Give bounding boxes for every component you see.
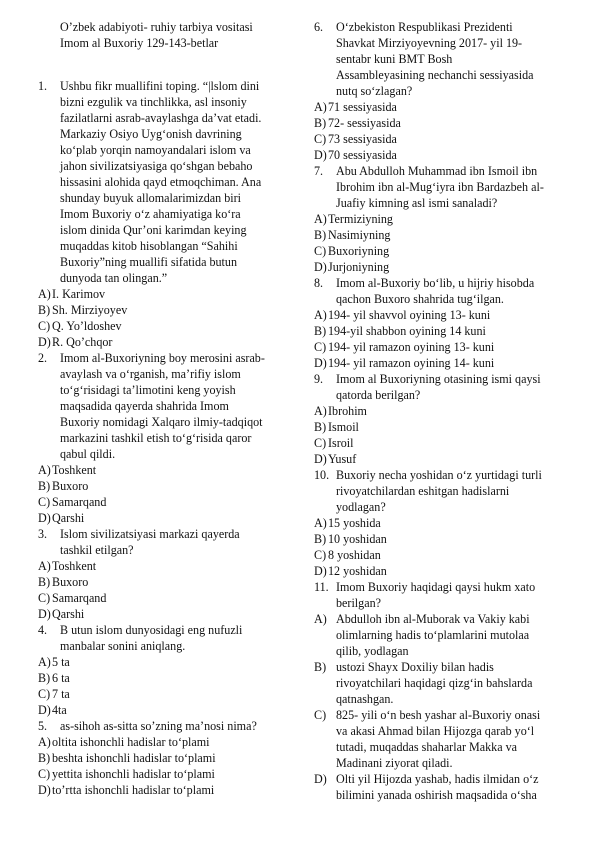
question-item (38, 622, 296, 654)
question-line: hissasini alohida qayd etmoqchiman. Ana (60, 175, 262, 189)
option-line: Samarqand (52, 591, 107, 605)
option-letter: A) (314, 100, 327, 114)
option-letter: D) (38, 783, 51, 797)
option-text (328, 339, 576, 355)
question-item (38, 78, 296, 286)
option-line: Qarshi (52, 511, 85, 525)
option-text (52, 334, 296, 350)
option-line: 6 ta (52, 671, 70, 685)
question-line: Assambleyasining nechanchi sessiyasida (336, 68, 534, 82)
option-line: 5 ta (52, 655, 70, 669)
question-number: 10. (314, 468, 330, 482)
option-text (52, 286, 296, 302)
answer-option (38, 478, 296, 494)
option-letter: B) (314, 324, 327, 338)
question-item (314, 19, 576, 99)
question-text (336, 19, 576, 99)
question-text (60, 78, 296, 286)
option-line: Olti yil Hijozda yashab, hadis ilmidan o‘z (336, 772, 539, 786)
option-text (328, 227, 576, 243)
answer-option (314, 403, 576, 419)
option-line: va akasi Ahmad bilan Hijozga qarab yo‘l (336, 724, 535, 738)
option-line: Ismoil (328, 420, 359, 434)
left-question-list (38, 78, 296, 798)
question-line: nutq so‘zlagan? (336, 84, 413, 98)
answer-option (38, 606, 296, 622)
option-text (52, 462, 296, 478)
left-column (38, 19, 296, 798)
question-item (314, 467, 576, 515)
answer-option (314, 611, 576, 659)
option-letter: D) (314, 564, 327, 578)
option-letter: C) (314, 132, 327, 146)
answer-option (38, 590, 296, 606)
option-letter: C) (314, 436, 327, 450)
question-line: qatorda berilgan? (336, 388, 421, 402)
option-text (336, 611, 576, 659)
answer-option (314, 323, 576, 339)
question-line: sentabr kuni BMT Bosh (336, 52, 453, 66)
answer-option (314, 547, 576, 563)
option-line: oltita ishonchli hadislar to‘plami (52, 735, 210, 749)
answer-option (314, 355, 576, 371)
answer-option (38, 734, 296, 750)
answer-option (314, 771, 576, 803)
answer-option (38, 750, 296, 766)
answer-option (38, 334, 296, 350)
option-letter: B) (38, 479, 51, 493)
option-line: 10 yoshidan (328, 532, 387, 546)
question-line: fazilatlarni asrab-avaylashga da’vat etadi. (60, 111, 262, 125)
answer-option (38, 766, 296, 782)
question-number: 4. (38, 623, 48, 637)
option-letter: A) (38, 287, 51, 301)
option-line: Isroil (328, 436, 354, 450)
answer-option (314, 451, 576, 467)
question-line: Buxoriy necha yoshidan o‘z yurtidagi turli (336, 468, 542, 482)
question-item (38, 526, 296, 558)
option-text (328, 99, 576, 115)
option-text (52, 494, 296, 510)
option-text (328, 403, 576, 419)
question-number: 11. (314, 580, 329, 594)
question-line: as-sihoh as-sitta so’zning ma’nosi nima? (60, 719, 257, 733)
question-text (336, 467, 576, 515)
answer-option (38, 670, 296, 686)
option-text (328, 243, 576, 259)
option-text (328, 435, 576, 451)
option-line: Termiziyning (328, 212, 393, 226)
question-line: bizni ezgulik va tinchlikka, asl insoniy (60, 95, 247, 109)
option-text (52, 510, 296, 526)
answer-option (314, 659, 576, 707)
option-line: 12 yoshidan (328, 564, 387, 578)
question-line: yodlagan? (336, 500, 386, 514)
option-text (328, 355, 576, 371)
answer-option (38, 318, 296, 334)
question-item (314, 275, 576, 307)
title-line: O’zbek adabiyoti- ruhiy tarbiya vositasi (60, 20, 253, 34)
option-line: ustozi Shayx Doxiliy bilan hadis (336, 660, 494, 674)
question-line: Imom al Buxoriyning otasining ismi qaysi (336, 372, 541, 386)
question-line: islom dinida Qur’oni karimdan keying (60, 223, 247, 237)
option-text (52, 558, 296, 574)
question-line: manbalar sonini aniqlang. (60, 639, 186, 653)
option-line: Nasimiyning (328, 228, 391, 242)
question-line: markazini tashkil etish to‘g‘risida qaror (60, 431, 252, 445)
option-text (52, 574, 296, 590)
option-line: R. Qo’chqor (52, 335, 113, 349)
question-number: 5. (38, 719, 48, 733)
option-letter: B) (38, 751, 51, 765)
option-line: Madinani ziyorat qiladi. (336, 756, 453, 770)
option-letter: B) (38, 575, 51, 589)
question-line: Imom Buxoriy o‘z ahamiyatiga ko‘ra (60, 207, 241, 221)
option-line: 72- sessiyasida (328, 116, 401, 130)
option-line: Q. Yo’ldoshev (52, 319, 122, 333)
option-text (52, 318, 296, 334)
question-line: Imom Buxoriy haqidagi qaysi hukm xato (336, 580, 536, 594)
option-line: to’rtta ishonchli hadislar to‘plami (52, 783, 215, 797)
answer-option (314, 115, 576, 131)
answer-option (314, 563, 576, 579)
question-number: 2. (38, 351, 48, 365)
option-text (52, 782, 296, 798)
option-letter: B) (314, 660, 327, 674)
option-text (52, 750, 296, 766)
option-text (52, 478, 296, 494)
answer-option (38, 686, 296, 702)
option-text (52, 302, 296, 318)
option-text (52, 686, 296, 702)
answer-option (38, 510, 296, 526)
option-text (328, 515, 576, 531)
option-text (328, 419, 576, 435)
option-letter: C) (38, 687, 51, 701)
question-line: Buxoriy nomidagi Xalqaro ilmiy-tadqiqot (60, 415, 263, 429)
option-letter: D) (314, 772, 327, 786)
question-line: Imom al-Buxoriyning boy merosini asrab- (60, 351, 265, 365)
answer-option (314, 147, 576, 163)
question-line: to‘g‘risidagi ta’limotini keng yoyish (60, 383, 236, 397)
question-line: ko‘plab yorqin namoyandalari islom va (60, 143, 251, 157)
option-letter: D) (314, 452, 327, 466)
option-text (52, 654, 296, 670)
option-letter: D) (314, 260, 327, 274)
question-line: Imom al-Buxoriy bo‘lib, u hijriy hisobda (336, 276, 535, 290)
question-line: Buxoriy”ning muallifi sifatida butun (60, 255, 238, 269)
question-number: 7. (314, 164, 324, 178)
option-line: Ibrohim (328, 404, 367, 418)
question-line: qabul qildi. (60, 447, 116, 461)
answer-option (314, 707, 576, 771)
question-item (314, 163, 576, 211)
option-line: 4ta (52, 703, 67, 717)
document-title (60, 19, 296, 51)
option-letter: C) (314, 340, 327, 354)
answer-option (314, 515, 576, 531)
question-item (314, 579, 576, 611)
option-letter: A) (314, 612, 327, 626)
question-line: Juafiy kimning asl ismi sanaladi? (336, 196, 498, 210)
question-line: Ibrohim ibn al-Mug‘iyra ibn Bardazbeh al- (336, 180, 544, 194)
option-letter: D) (38, 511, 51, 525)
question-text (60, 718, 296, 734)
answer-option (314, 531, 576, 547)
question-line: Ushbu fikr muallifini toping. “|lslom dini (60, 79, 260, 93)
option-line: 194- yil ramazon oyining 14- kuni (328, 356, 495, 370)
option-letter: C) (38, 767, 51, 781)
option-line: Samarqand (52, 495, 107, 509)
option-line: I. Karimov (52, 287, 106, 301)
option-letter: B) (38, 303, 51, 317)
answer-option (38, 494, 296, 510)
option-line: 825- yili o‘n besh yashar al-Buxoriy onasi (336, 708, 541, 722)
option-line: 71 sessiyasida (328, 100, 397, 114)
answer-option (38, 302, 296, 318)
option-text (328, 131, 576, 147)
option-line: rivoyatchilari haqidagi qizg‘in bahslarda (336, 676, 533, 690)
option-line: 194- yil ramazon oyining 13- kuni (328, 340, 495, 354)
answer-option (314, 259, 576, 275)
option-line: 73 sessiyasida (328, 132, 397, 146)
question-number: 8. (314, 276, 324, 290)
option-line: yettita ishonchli hadislar to‘plami (52, 767, 215, 781)
option-line: 70 sessiyasida (328, 148, 397, 162)
answer-option (314, 131, 576, 147)
option-text (328, 451, 576, 467)
option-letter: D) (314, 356, 327, 370)
question-item (38, 350, 296, 462)
option-letter: B) (314, 228, 327, 242)
option-line: bilimini yanada oshirish maqsadida o‘sha (336, 788, 537, 802)
answer-option (314, 435, 576, 451)
question-number: 6. (314, 20, 324, 34)
right-column (314, 19, 576, 803)
question-line: maqsadida qayerda shahrida Imom (60, 399, 229, 413)
question-number: 1. (38, 79, 48, 93)
option-line: beshta ishonchli hadislar to‘plami (52, 751, 216, 765)
option-letter: A) (314, 516, 327, 530)
option-text (336, 659, 576, 707)
question-text (336, 371, 576, 403)
option-line: Abdulloh ibn al-Muborak va Vakiy kabi (336, 612, 530, 626)
answer-option (38, 702, 296, 718)
option-line: Buxoriyning (328, 244, 390, 258)
option-line: Toshkent (52, 463, 97, 477)
option-text (52, 702, 296, 718)
option-line: Yusuf (328, 452, 357, 466)
option-text (52, 606, 296, 622)
question-number: 3. (38, 527, 48, 541)
right-question-list (314, 19, 576, 803)
question-line: Markaziy Osiyo Uyg‘onish davrining (60, 127, 242, 141)
option-letter: C) (38, 319, 51, 333)
option-letter: B) (38, 671, 51, 685)
option-line: Jurjoniyning (328, 260, 390, 274)
answer-option (314, 211, 576, 227)
option-line: qilib, yodlagan (336, 644, 409, 658)
question-item (314, 371, 576, 403)
option-line: Buxoro (52, 479, 89, 493)
question-text (336, 579, 576, 611)
answer-option (38, 462, 296, 478)
answer-option (38, 574, 296, 590)
option-letter: B) (314, 116, 327, 130)
option-text (328, 563, 576, 579)
title-line: Imom al Buxoriy 129-143-betlar (60, 36, 219, 50)
answer-option (314, 243, 576, 259)
option-line: Toshkent (52, 559, 97, 573)
answer-option (314, 227, 576, 243)
option-text (336, 771, 576, 803)
option-letter: A) (38, 463, 51, 477)
question-line: Islom sivilizatsiyasi markazi qayerda (60, 527, 240, 541)
option-text (336, 707, 576, 771)
question-line: O‘zbekiston Respublikasi Prezidenti (336, 20, 513, 34)
option-line: 7 ta (52, 687, 70, 701)
option-letter: D) (38, 703, 51, 717)
option-letter: B) (314, 532, 327, 546)
question-text (336, 163, 576, 211)
option-line: qatnashgan. (336, 692, 394, 706)
option-text (328, 211, 576, 227)
question-line: avaylash va o‘rganish, ma’rifiy islom (60, 367, 241, 381)
option-letter: A) (38, 655, 51, 669)
option-text (328, 547, 576, 563)
question-line: Shavkat Mirziyoyevning 2017- yil 19- (336, 36, 523, 50)
option-letter: D) (38, 335, 51, 349)
question-line: rivoyatchilardan eshitgan hadislarni (336, 484, 510, 498)
option-letter: C) (38, 591, 51, 605)
option-line: Qarshi (52, 607, 85, 621)
option-line: olimlarning hadis to‘plamlarini mutolaa (336, 628, 530, 642)
question-line: berilgan? (336, 596, 381, 610)
option-letter: A) (38, 735, 51, 749)
option-text (52, 766, 296, 782)
option-text (328, 147, 576, 163)
question-line: tashkil etilgan? (60, 543, 134, 557)
option-line: tutadi, muqaddas shaharlar Makka va (336, 740, 518, 754)
question-line: B utun islom dunyosidagi eng nufuzli (60, 623, 243, 637)
option-letter: C) (314, 548, 327, 562)
option-text (328, 259, 576, 275)
option-letter: A) (314, 212, 327, 226)
option-text (328, 323, 576, 339)
question-line: Abu Abdulloh Muhammad ibn Ismoil ibn (336, 164, 538, 178)
question-text (336, 275, 576, 307)
option-text (328, 115, 576, 131)
option-letter: D) (38, 607, 51, 621)
option-line: Buxoro (52, 575, 89, 589)
question-line: dunyoda tan olingan.” (60, 271, 168, 285)
option-text (328, 531, 576, 547)
option-line: Sh. Mirziyoyev (52, 303, 128, 317)
answer-option (314, 307, 576, 323)
answer-option (38, 654, 296, 670)
question-line: shunday buyuk allomalarimizdan biri (60, 191, 242, 205)
answer-option (38, 286, 296, 302)
answer-option (314, 419, 576, 435)
question-item (38, 718, 296, 734)
question-text (60, 526, 296, 558)
option-letter: C) (314, 708, 327, 722)
question-number: 9. (314, 372, 324, 386)
option-letter: C) (314, 244, 327, 258)
answer-option (38, 558, 296, 574)
answer-option (38, 782, 296, 798)
option-letter: D) (314, 148, 327, 162)
question-text (60, 622, 296, 654)
option-text (328, 307, 576, 323)
question-line: jahon sivilizatsiyasiga qo‘shgan bebaho (60, 159, 253, 173)
option-line: 194-yil shabbon oyining 14 kuni (328, 324, 486, 338)
option-letter: A) (314, 308, 327, 322)
option-letter: B) (314, 420, 327, 434)
option-letter: A) (38, 559, 51, 573)
option-letter: A) (314, 404, 327, 418)
question-line: muqaddas kitob hisoblangan “Sahihi (60, 239, 238, 253)
option-text (52, 734, 296, 750)
question-line: qachon Buxoro shahrida tug‘ilgan. (336, 292, 504, 306)
option-line: 194- yil shavvol oyining 13- kuni (328, 308, 491, 322)
option-line: 15 yoshida (328, 516, 381, 530)
option-text (52, 590, 296, 606)
answer-option (314, 99, 576, 115)
question-text (60, 350, 296, 462)
option-line: 8 yoshidan (328, 548, 381, 562)
option-letter: C) (38, 495, 51, 509)
answer-option (314, 339, 576, 355)
option-text (52, 670, 296, 686)
